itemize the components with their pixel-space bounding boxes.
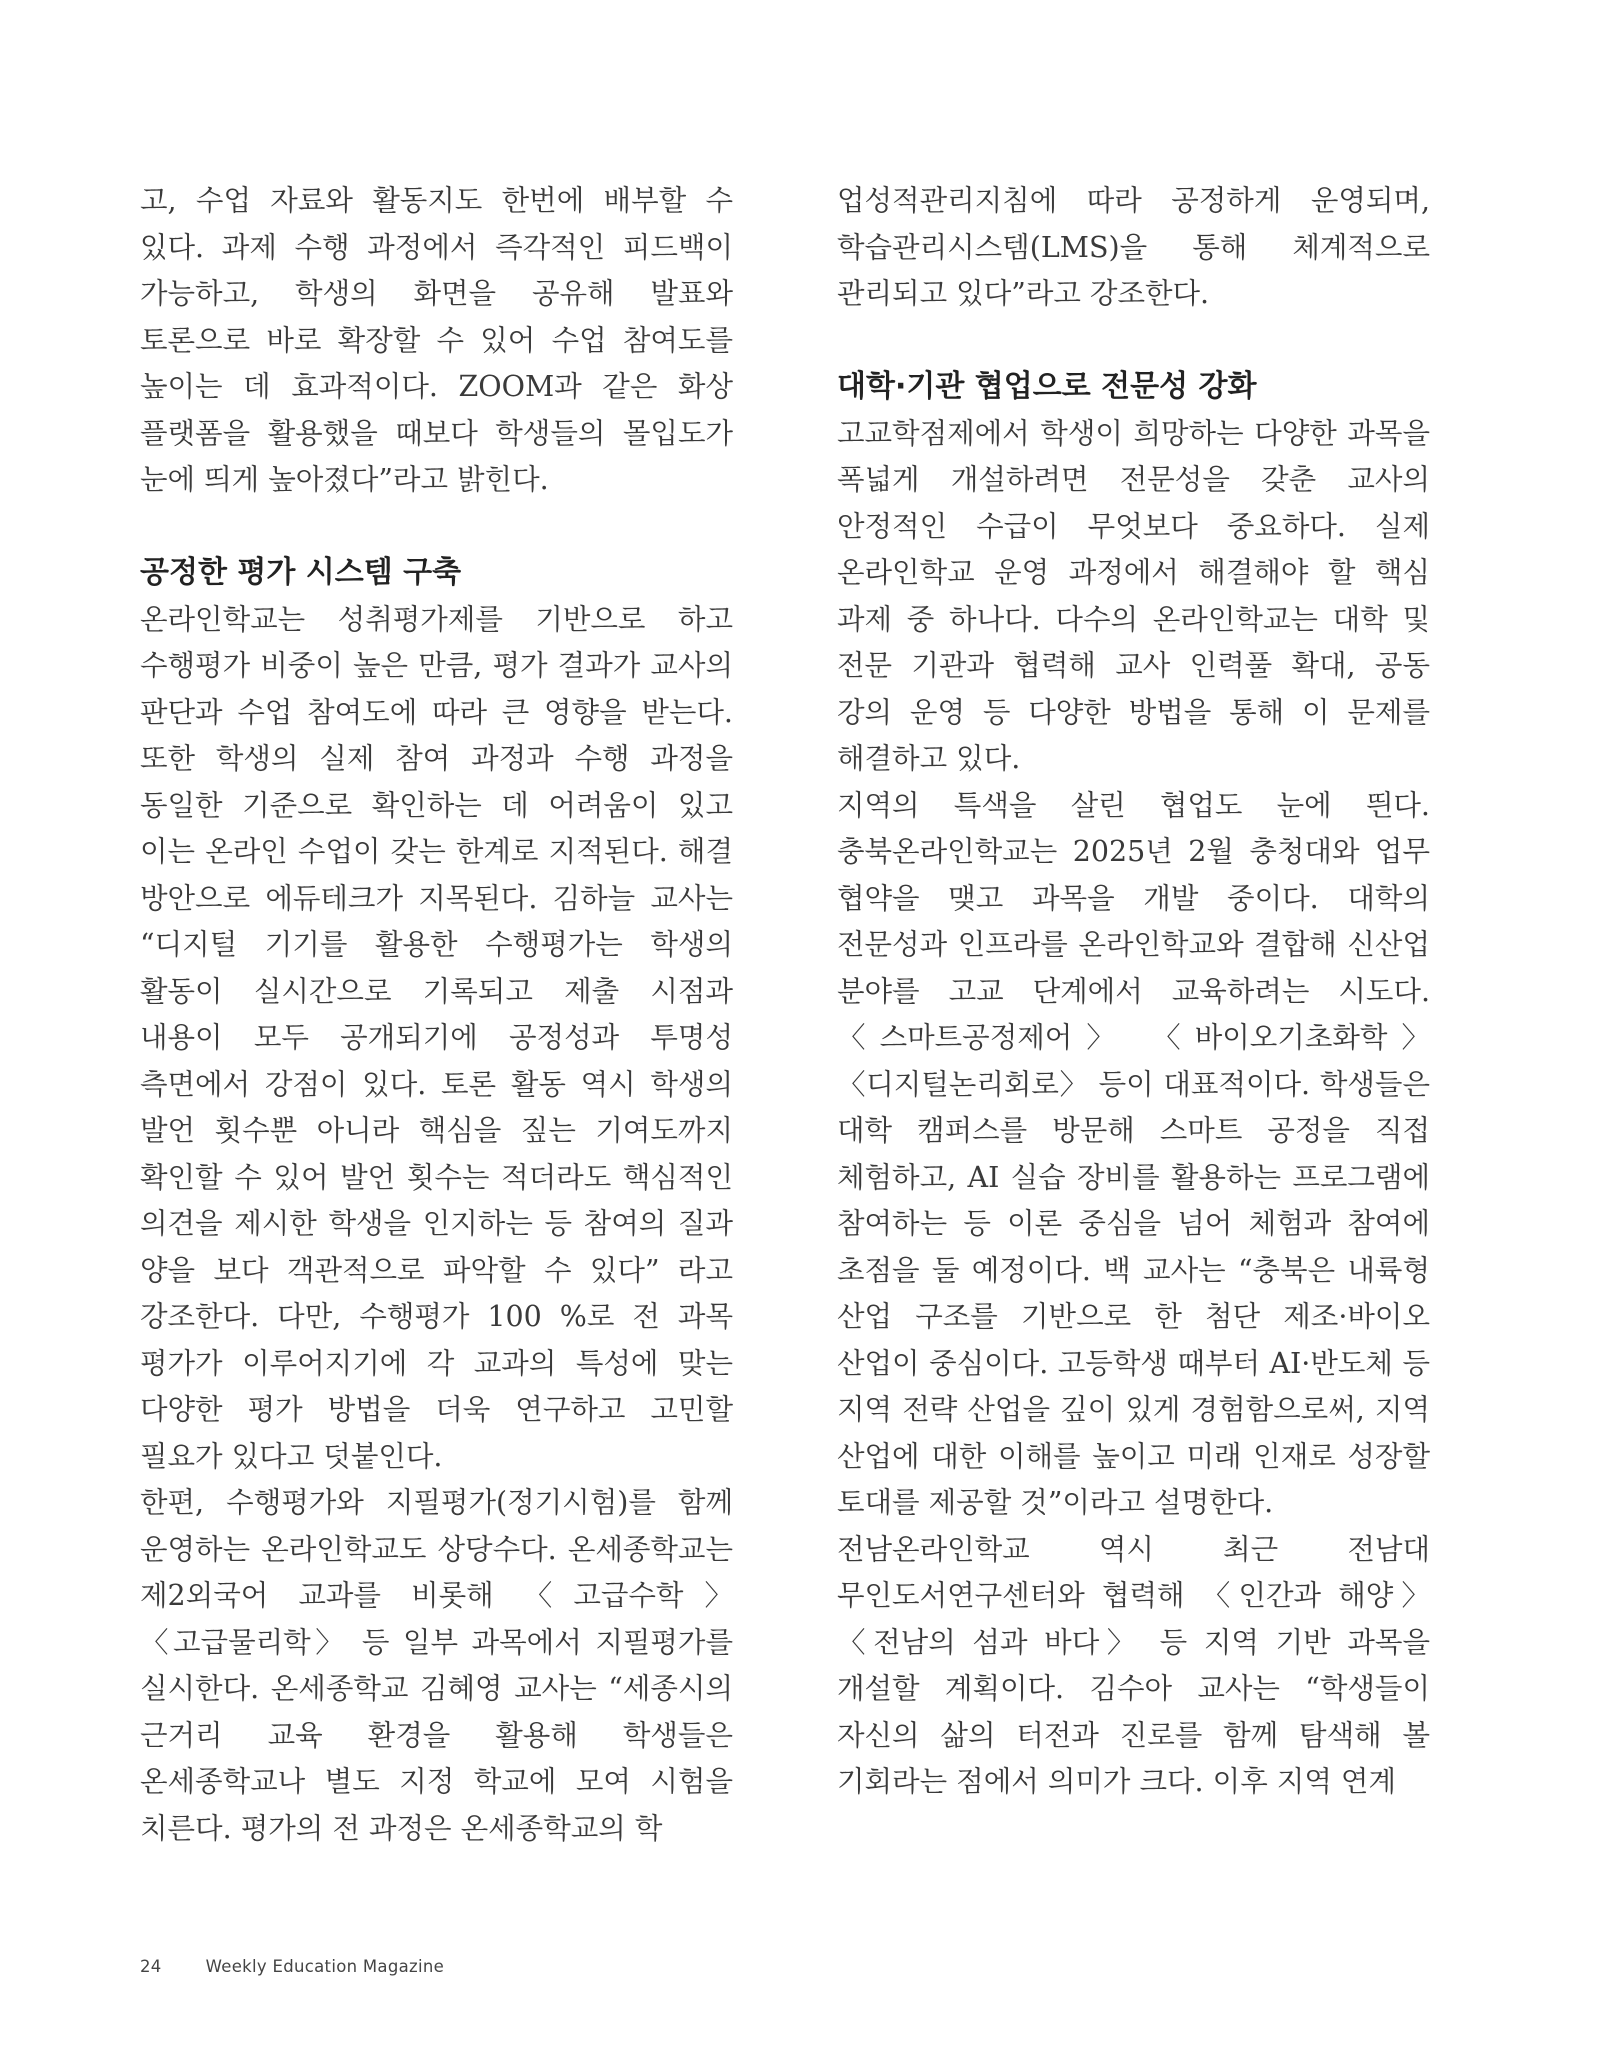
paragraph-spacer	[140, 504, 733, 551]
body-paragraph: 지역의 특색을 살린 협업도 눈에 띈다. 충북온라인학교는 2025년 2월 충청대와 업무 협약을 맺고 과목을 개발 중이다. 대학의 전문성과 인프라를 온라인학교와 결합해 신산업 분야를 고교 단계에서 교육하려는 시도다. 〈스마트공정제어〉 〈바이오기초화학〉 〈디지털논리회로〉 등이 대표적이다. 학생들은 대학 캠퍼스를 방문해 스마트 공정을 직접 체험하고, AI 실습 장비를 활용하는 프로그램에 참여하는 등 이론 중심을 넘어 체험과 참여에 초점을 둘 예정이다. 백 교사는 “충북은 내륙형 산업 구조를 기반으로 한 첨단 제조·바이오 산업이 중심이다. 고등학생 때부터 AI·반도체 등 지역 전략 산업을 깊이 있게 경험함으로써, 지역 산업에 대한 이해를 높이고 미래 인재로 성장할 토대를 제공할 것”이라고 설명한다.	[837, 788, 1430, 1519]
right-column	[837, 178, 1430, 1806]
body-paragraph: 전남온라인학교 역시 최근 전남대 무인도서연구센터와 협력해 〈인간과 해양〉 〈전남의 섬과 바다〉 등 지역 기반 과목을 개설할 계획이다. 김수아 교사는 “학생들이 자신의 삶의 터전과 진로를 함께 탐색해 볼 기회라는 점에서 의미가 크다. 이후 지역 연계	[837, 1532, 1430, 1798]
section-heading: 공정한 평가 시스템 구축	[140, 555, 462, 590]
magazine-name: Weekly Education Magazine	[205, 1957, 445, 1976]
page-footer	[140, 1957, 444, 1976]
left-column	[140, 178, 733, 1852]
section-heading: 대학·기관 협업으로 전문성 강화	[837, 369, 1257, 404]
body-paragraph: 한편, 수행평가와 지필평가(정기시험)를 함께 운영하는 온라인학교도 상당수다. 온세종학교는 제2외국어 교과를 비롯해 〈고급수학〉 〈고급물리학〉 등 일부 과목에서 지필평가를 실시한다. 온세종학교 김혜영 교사는 “세종시의 근거리 교육 환경을 활용해 학생들은 온세종학교나 별도 지정 학교에 모여 시험을 치른다. 평가의 전 과정은 온세종학교의 학	[140, 1486, 733, 1845]
body-paragraph: 고, 수업 자료와 활동지도 한번에 배부할 수 있다. 과제 수행 과정에서 즉각적인 피드백이 가능하고, 학생의 화면을 공유해 발표와 토론으로 바로 확장할 수 있어 수업 참여도를 높이는 데 효과적이다. ZOOM과 같은 화상 플랫폼을 활용했을 때보다 학생들의 몰입도가 눈에 띄게 높아졌다”라고 밝힌다.	[140, 184, 733, 496]
page-number: 24	[140, 1957, 162, 1976]
body-paragraph: 고교학점제에서 학생이 희망하는 다양한 과목을 폭넓게 개설하려면 전문성을 갖춘 교사의 안정적인 수급이 무엇보다 중요하다. 실제 온라인학교 운영 과정에서 해결해야 할 핵심 과제 중 하나다. 다수의 온라인학교는 대학 및 전문 기관과 협력해 교사 인력풀 확대, 공동 강의 운영 등 다양한 방법을 통해 이 문제를 해결하고 있다.	[837, 416, 1430, 775]
body-paragraph: 업성적관리지침에 따라 공정하게 운영되며, 학습관리시스템(LMS)을 통해 체계적으로 관리되고 있다”라고 강조한다.	[837, 184, 1430, 310]
body-paragraph: 온라인학교는 성취평가제를 기반으로 하고 수행평가 비중이 높은 만큼, 평가 결과가 교사의 판단과 수업 참여도에 따라 큰 영향을 받는다. 또한 학생의 실제 참여 과정과 수행 과정을 동일한 기준으로 확인하는 데 어려움이 있고 이는 온라인 수업이 갖는 한계로 지적된다. 해결 방안으로 에듀테크가 지목된다. 김하늘 교사는 “디지털 기기를 활용한 수행평가는 학생의 활동이 실시간으로 기록되고 제출 시점과 내용이 모두 공개되기에 공정성과 투명성 측면에서 강점이 있다. 토론 활동 역시 학생의 발언 횟수뿐 아니라 핵심을 짚는 기여도까지 확인할 수 있어 발언 횟수는 적더라도 핵심적인 의견을 제시한 학생을 인지하는 등 참여의 질과 양을 보다 객관적으로 파악할 수 있다” 라고 강조한다. 다만, 수행평가 100 %로 전 과목 평가가 이루어지기에 각 교과의 특성에 맞는 다양한 평가 방법을 더욱 연구하고 고민할 필요가 있다고 덧붙인다.	[140, 602, 733, 1473]
paragraph-spacer	[837, 318, 1430, 365]
